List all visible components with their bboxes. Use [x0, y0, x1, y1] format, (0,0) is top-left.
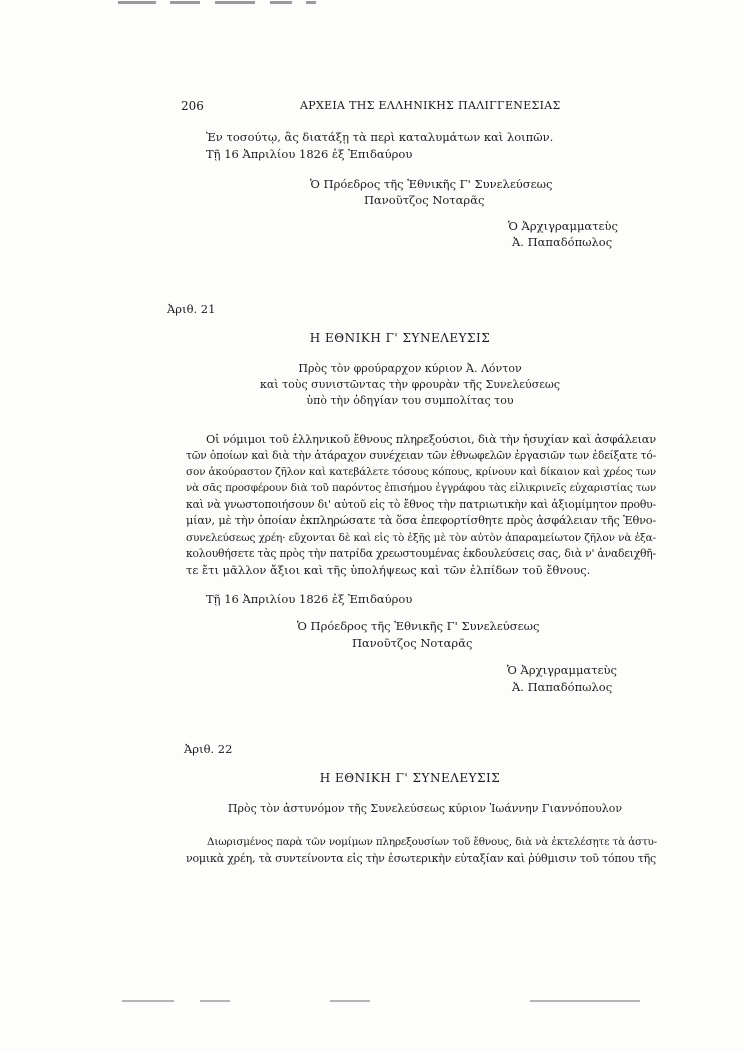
doc21-body-line: Οἱ νόμιμοι τοῦ ἑλληνικοῦ ἔθνους πληρεξούσιοι, διὰ τὴν ἡσυχίαν καὶ ἀσφάλειαν — [206, 432, 656, 446]
doc20-secretary-title: Ὁ Ἀρχιγραμματεὺς — [508, 219, 618, 233]
doc21-secretary-name: Ἀ. Παπαδόπωλος — [512, 680, 613, 694]
doc20-final-line: Ἐν τοσούτῳ, ἂς διατάξῃ τὰ περὶ καταλυμάτων καὶ λοιπῶν. — [206, 130, 554, 144]
doc21-body-line: κολουθήσετε τὰς πρὸς τὴν πατρίδα χρεωστουμένας ἐκδουλεύσεις σας, διὰ ν' ἀναδειχθῆ- — [186, 547, 656, 560]
scan-edge-bottom — [0, 1000, 744, 1004]
page-number: 206 — [181, 99, 204, 113]
doc21-heading: Η ΕΘΝΙΚΗ Γ' ΣΥΝΕΛΕΥΣΙΣ — [309, 331, 491, 345]
doc22-body-line: Διωρισμένος παρὰ τῶν νομίμων πληρεξουσίων τοῦ ἔθνους, διὰ νὰ ἐκτελέσῃτε τὰ ἀστυ- — [207, 836, 657, 848]
doc21-addressee-line: ὑπὸ τὴν ὁδηγίαν του συμπολίτας του — [306, 394, 514, 407]
doc21-addressee-line: Πρὸς τὸν φρούραρχον κύριον Ἀ. Λόντον — [298, 362, 522, 375]
doc21-number: Ἀριθ. 21 — [167, 302, 216, 316]
doc22-number: Ἀριθ. 22 — [184, 742, 233, 756]
doc22-addressee: Πρὸς τὸν ἀστυνόμον τῆς Συνελεύσεως κύριον Ἰωάννην Γιαννόπουλον — [227, 802, 623, 815]
doc20-president-name: Πανοῦτζος Νοταρᾶς — [364, 193, 485, 207]
doc22-heading: Η ΕΘΝΙΚΗ Γ' ΣΥΝΕΛΕΥΣΙΣ — [319, 771, 501, 785]
doc20-secretary-name: Ἀ. Παπαδόπωλος — [512, 235, 613, 249]
doc21-body-line: καὶ νὰ γνωστοποιήσουν δι' αὐτοῦ εἰς τὸ ἔθνος τὴν πατριωτικὴν καὶ ἀξιομίμητον προθυ- — [186, 498, 656, 511]
doc21-body-line: σον ἀκούραστον ζῆλον καὶ κατεβάλετε τόσους κόπους, κρίνουν καὶ δίκαιον καὶ χρέος των — [186, 466, 656, 478]
doc21-secretary-title: Ὁ Ἀρχιγραμματεὺς — [507, 663, 617, 677]
scan-edge-top — [0, 0, 744, 5]
doc21-body-line: τῶν ὁποίων καὶ διὰ τὴν ἀτάραχον συνέχειαν τῶν ἐθνωφελῶν ἐργασιῶν των ἐδείξατε τό- — [186, 449, 656, 462]
doc20-president-title: Ὁ Πρόεδρος τῆς Ἐθνικῆς Γ' Συνελεύσεως — [310, 177, 553, 191]
doc21-body-line: μίαν, μὲ τὴν ὁποίαν ἐκπληρώσατε τὰ ὅσα ἐπεφορτίσθητε πρὸς ἀσφάλειαν τῆς Ἐθνο- — [186, 514, 656, 527]
doc21-addressee-line: καὶ τοὺς συνιστῶντας τὴν φρουρὰν τῆς Συνελεύσεως — [259, 378, 561, 391]
doc20-date: Τῇ 16 Ἀπριλίου 1826 ἐξ Ἐπιδαύρου — [206, 147, 413, 161]
doc21-president-name: Πανοῦτζος Νοταρᾶς — [352, 636, 473, 650]
doc21-body-line: τε ἔτι μᾶλλον ἄξιοι καὶ τῆς ὑπολήψεως καὶ τῶν ἐλπίδων τοῦ ἔθνους. — [186, 563, 591, 577]
doc21-president-title: Ὁ Πρόεδρος τῆς Ἐθνικῆς Γ' Συνελεύσεως — [297, 619, 540, 633]
doc22-body-line: νομικὰ χρέη, τὰ συντείνοντα εἰς τὴν ἐσωτερικὴν εὐταξίαν καὶ ῥύθμισιν τοῦ τόπου τῆς — [186, 852, 656, 865]
doc21-date: Τῇ 16 Ἀπριλίου 1826 ἐξ Ἐπιδαύρου — [206, 592, 413, 606]
doc21-body-line: συνελεύσεως χρέη· εὔχονται δὲ καὶ εἰς τὸ ἑξῆς μὲ τὸν αὐτὸν ἀπαραμείωτον ζῆλον νὰ ἐξα- — [186, 532, 656, 544]
doc21-body-line: νὰ σᾶς προσφέρουν διὰ τοῦ παρόντος ἐπισήμου ἐγγράφου τὰς εἰλικρινεῖς εὐχαριστίας των — [186, 482, 656, 494]
running-title: ΑΡΧΕΙΑ ΤΗΣ ΕΛΛΗΝΙΚΗΣ ΠΑΛΙΓΓΕΝΕΣΙΑΣ — [300, 99, 561, 112]
